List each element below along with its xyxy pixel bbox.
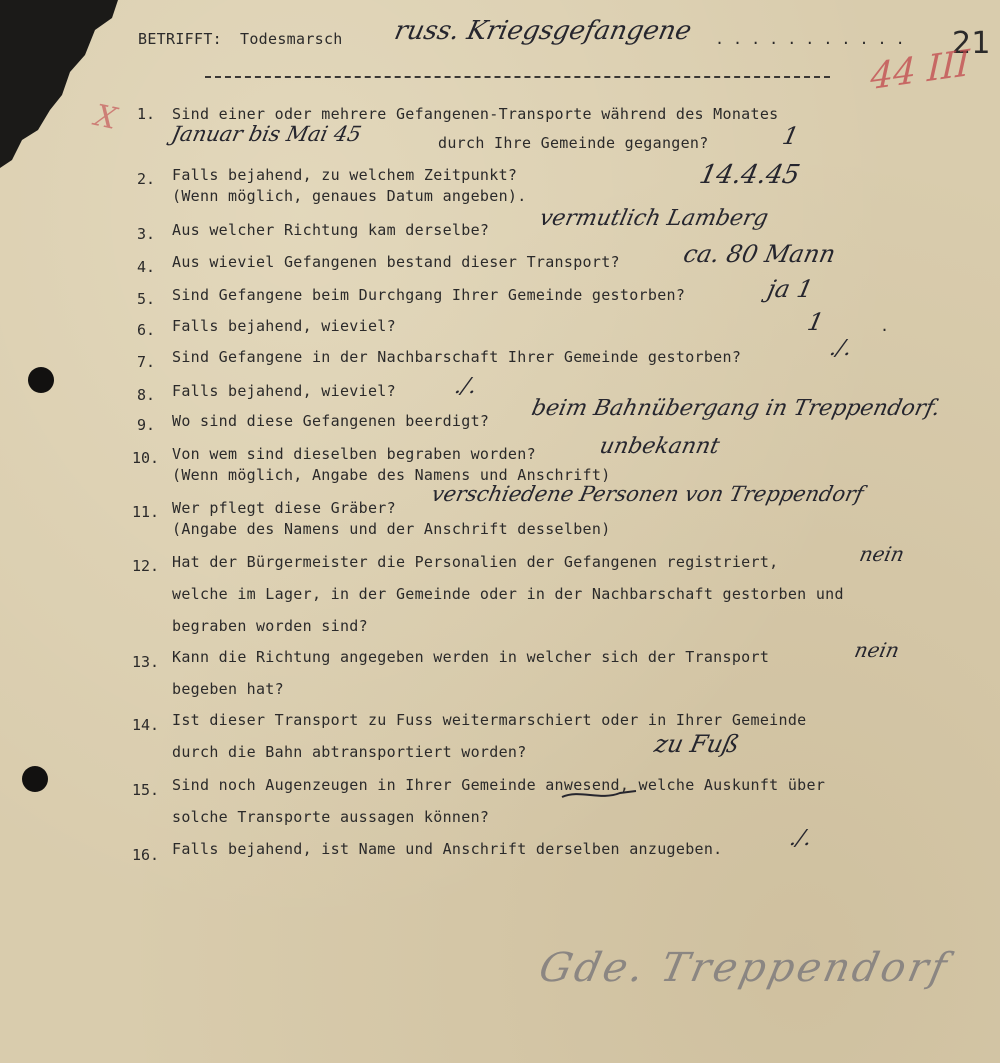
q5-line-1: Sind Gefangene beim Durchgang Ihrer Gemeinde gestorben? [172,286,686,304]
q16-answer: ./. [787,826,815,851]
q14-line-1: Ist dieser Transport zu Fuss weitermarschiert oder in Ihrer Gemeinde [172,711,807,729]
q8-answer: ./. [452,374,480,399]
red-pencil-mark: 44 III [869,42,971,99]
q7-number: 7. [137,353,156,371]
punch-hole-top [28,367,54,393]
q6-dot: . [880,317,890,335]
q15-number: 15. [132,781,160,799]
q2-line-2: (Wenn möglich, genaues Datum angeben). [172,187,527,205]
q11-line-1: Wer pflegt diese Gräber? [172,499,396,517]
page-number: 21 [952,26,991,61]
q1-answer: 1 [780,122,802,150]
header-subject: Todesmarsch [240,30,343,48]
q14-answer: zu Fuß [652,730,742,758]
q8-line-1: Falls bejahend, wieviel? [172,382,396,400]
q8-number: 8. [137,386,156,404]
q3-line-1: Aus welcher Richtung kam derselbe? [172,221,490,239]
header-dot-leader: . . . . . . . . . . . [715,30,905,48]
q1-number: 1. [137,105,156,123]
q11-number: 11. [132,503,160,521]
q13-answer: nein [852,638,902,662]
q1-line-1: Sind einer oder mehrere Gefangenen-Transporte während des Monates [172,105,779,123]
q6-answer: 1 [805,308,827,336]
q4-number: 4. [137,258,156,276]
q4-answer: ca. 80 Mann [681,240,838,268]
q11-answer: verschiedene Personen von Treppendorf [429,482,866,506]
q1-line-2: durch Ihre Gemeinde gegangen? [438,134,709,152]
red-x-mark: X [91,98,120,137]
q14-line-2: durch die Bahn abtransportiert worden? [172,743,527,761]
header-divider [205,76,830,78]
q7-line-1: Sind Gefangene in der Nachbarschaft Ihrer Gemeinde gestorben? [172,348,742,366]
q9-answer: beim Bahnübergang in Treppendorf. [529,396,943,421]
q6-line-1: Falls bejahend, wieviel? [172,317,396,335]
q12-line-3: begraben worden sind? [172,617,368,635]
q3-number: 3. [137,225,156,243]
q5-answer: ja 1 [765,275,816,303]
q12-number: 12. [132,557,160,575]
q4-line-1: Aus wieviel Gefangenen bestand dieser Transport? [172,253,620,271]
torn-corner [0,0,120,170]
q9-line-1: Wo sind diese Gefangenen beerdigt? [172,412,490,430]
q11-line-2: (Angabe des Namens und der Anschrift desselben) [172,520,611,538]
q2-answer: 14.4.45 [696,160,803,190]
q14-number: 14. [132,716,160,734]
q10-line-1: Von wem sind dieselben begraben worden? [172,445,536,463]
q2-line-1: Falls bejahend, zu welchem Zeitpunkt? [172,166,518,184]
q12-answer: nein [857,542,907,566]
q16-number: 16. [132,846,160,864]
q16-line-1: Falls bejahend, ist Name und Anschrift derselben anzugeben. [172,840,723,858]
q9-number: 9. [137,416,156,434]
q13-number: 13. [132,653,160,671]
q12-line-2: welche im Lager, in der Gemeinde oder in der Nachbarschaft gestorben und [172,585,844,603]
q13-line-2: begeben hat? [172,680,284,698]
punch-hole-bottom [22,766,48,792]
q10-line-2: (Wenn möglich, Angabe des Namens und Anschrift) [172,466,611,484]
pencil-municipality-note: Gde. Treppendorf [535,945,954,991]
header-handwritten-subject: russ. Kriegsgefangene [391,16,695,46]
q5-number: 5. [137,290,156,308]
q13-line-1: Kann die Richtung angegeben werden in welcher sich der Transport [172,648,770,666]
q1-handwritten-period: Januar bis Mai 45 [169,122,364,146]
header-label: BETRIFFT: [138,30,222,48]
q6-number: 6. [137,321,156,339]
q12-line-1: Hat der Bürgermeister die Personalien der Gefangenen registriert, [172,553,779,571]
q3-answer: vermutlich Lamberg [537,206,771,231]
q15-underline-scribble [560,785,640,805]
q15-line-1: Sind noch Augenzeugen in Ihrer Gemeinde anwesend, welche Auskunft über [172,776,826,794]
q2-number: 2. [137,170,156,188]
q10-number: 10. [132,449,160,467]
q10-answer: unbekannt [597,434,722,459]
q15-line-2: solche Transporte aussagen können? [172,808,490,826]
q7-answer: ./. [827,336,855,361]
